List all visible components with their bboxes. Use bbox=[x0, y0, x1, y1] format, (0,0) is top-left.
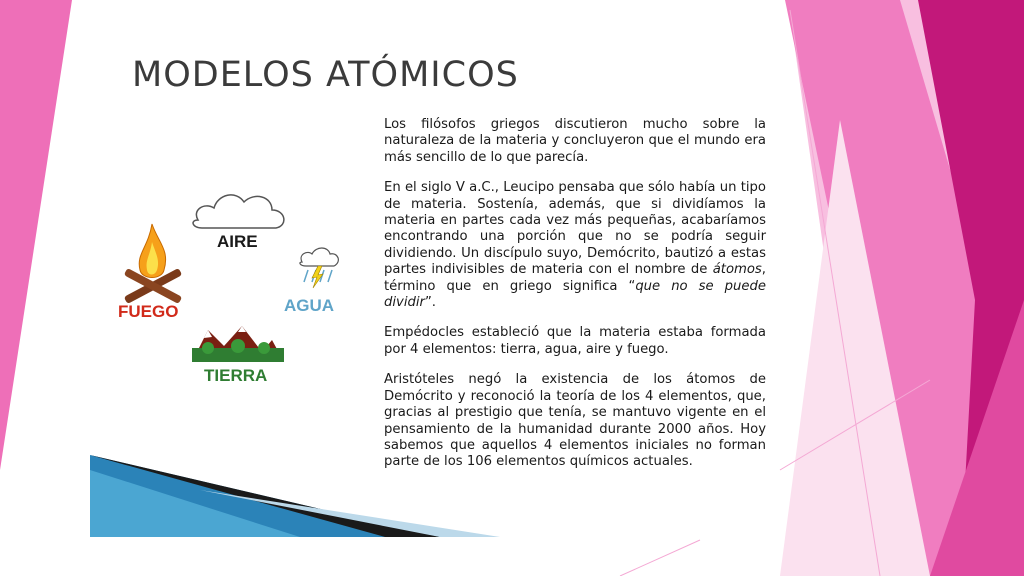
term-meaning: que no se puede dividir bbox=[384, 278, 766, 311]
label-agua: AGUA bbox=[284, 296, 335, 315]
mountains-icon bbox=[192, 326, 284, 362]
paragraph-1: Los filósofos griegos discutieron mucho sobre la naturaleza de la materia y concluyeron que el mundo era más sencillo de lo que parecía. bbox=[384, 117, 766, 165]
paragraph-3: Empédocles estableció que la materia estaba formada por 4 elementos: tierra, agua, aire y fuego. bbox=[384, 325, 766, 357]
thin-line-bottom bbox=[620, 540, 700, 576]
label-fuego: FUEGO bbox=[118, 302, 179, 321]
label-tierra: TIERRA bbox=[204, 366, 268, 385]
fire-icon bbox=[124, 224, 182, 304]
elements-graphic bbox=[112, 180, 352, 390]
paragraph-4: Aristóteles negó la existencia de los átomos de Demócrito y reconoció la teoría de los 4 elementos, que, gracias al prestigio que tenía, se mantuvo vigente en el pensamiento de la humanidad durante 2000 años. Hoy sabemos que aquellos 4 elementos iniciales no forman parte de los 106 elementos químicos actuales. bbox=[384, 372, 766, 470]
term-atomos: átomos bbox=[712, 262, 762, 278]
label-aire: AIRE bbox=[217, 232, 258, 251]
body-text bbox=[384, 117, 766, 485]
left-pink-band bbox=[0, 0, 72, 470]
cloud-icon bbox=[193, 195, 284, 228]
slide-title: MODELOS ATÓMICOS bbox=[132, 55, 519, 95]
paragraph-2-part-c: ”. bbox=[424, 295, 436, 311]
paragraph-2-part-b: , término que en griego significa “ bbox=[384, 262, 766, 294]
paragraph-2 bbox=[384, 180, 766, 311]
paragraph-2-part-a: En el siglo V a.C., Leucipo pensaba que sólo había un tipo de materia. Sostenía, además, que si dividíamos la materia en partes cada vez más pequeñas, acabaríamos encontrando una porción que no se podría seguir dividiendo. Un discípulo suyo, Demócrito, bautizó a estas partes indivisibles de materia con el nombre de bbox=[384, 180, 766, 278]
storm-cloud-icon bbox=[300, 248, 338, 288]
four-elements-illustration bbox=[112, 180, 352, 390]
